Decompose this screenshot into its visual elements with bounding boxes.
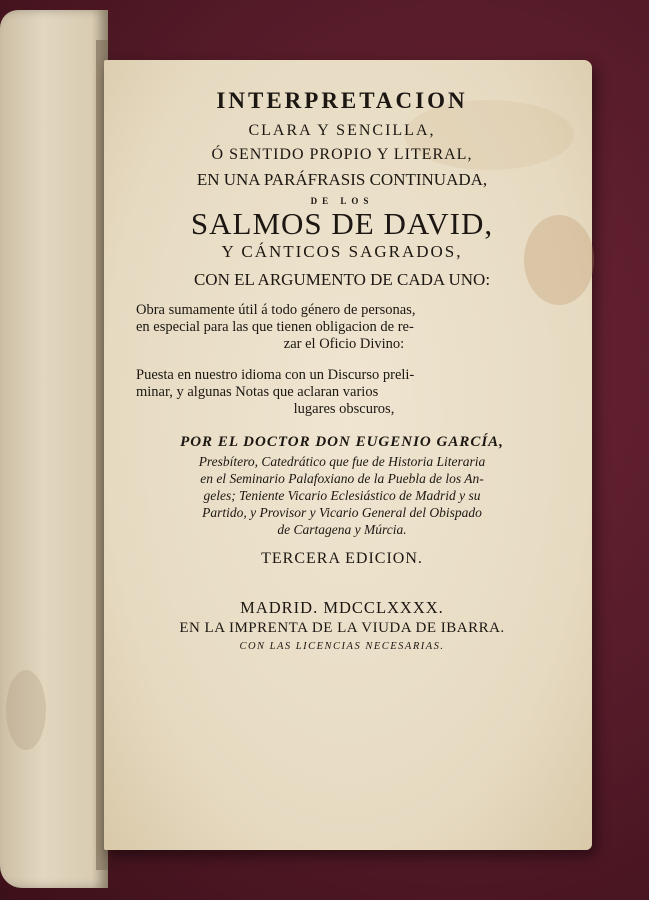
bio-line: Partido, y Provisor y Vicario General del Obispado — [202, 505, 482, 520]
description-1-line: zar el Oficio Divino: — [283, 336, 405, 352]
description-2-line: lugares obscuros, — [293, 401, 395, 417]
title-line-2: CLARA Y SENCILLA, — [248, 122, 436, 139]
author-line: POR EL DOCTOR DON EUGENIO GARCÍA, — [180, 434, 504, 450]
page-stain — [6, 670, 46, 750]
author-biography — [132, 453, 552, 538]
bio-line: de Cartagena y Múrcia. — [277, 522, 407, 537]
title-line-4: EN UNA PARÁFRASIS CONTINUADA, — [196, 170, 488, 189]
description-2-line: Puesta en nuestro idioma con un Discurso preli- — [136, 367, 415, 383]
description-paragraph-2 — [132, 367, 552, 418]
title-line-3: Ó SENTIDO PROPIO Y LITERAL, — [211, 146, 473, 163]
imprint-licenses: CON LAS LICENCIAS NECESARIAS. — [239, 641, 445, 652]
facing-page — [0, 10, 108, 888]
imprint-printer: EN LA IMPRENTA DE LA VIUDA DE IBARRA. — [179, 620, 505, 636]
title-line-1: INTERPRETACION — [216, 88, 468, 113]
title-line-8: CON EL ARGUMENTO DE CADA UNO: — [193, 270, 491, 289]
title-line-5: DE LOS — [310, 196, 374, 206]
title-page-text — [132, 88, 552, 652]
title-line-7: Y CÁNTICOS SAGRADOS, — [221, 242, 463, 261]
bio-line: geles; Teniente Vicario Eclesiástico de Madrid y su — [203, 488, 481, 503]
description-1-line: en especial para las que tienen obligacion de re- — [136, 319, 414, 335]
description-2-line: minar, y algunas Notas que aclaran varios — [136, 384, 379, 400]
bio-line: en el Seminario Palafoxiano de la Puebla de los An- — [200, 471, 484, 486]
main-title: SALMOS DE DAVID, — [190, 206, 494, 241]
title-page — [104, 60, 592, 850]
imprint-place-date: MADRID. MDCCLXXXX. — [240, 598, 444, 617]
edition-line: TERCERA EDICION. — [261, 550, 423, 567]
description-paragraph-1 — [132, 302, 552, 353]
bio-line: Presbítero, Catedrático que fue de Historia Literaria — [198, 454, 486, 469]
description-1-line: Obra sumamente útil á todo género de personas, — [136, 302, 416, 318]
